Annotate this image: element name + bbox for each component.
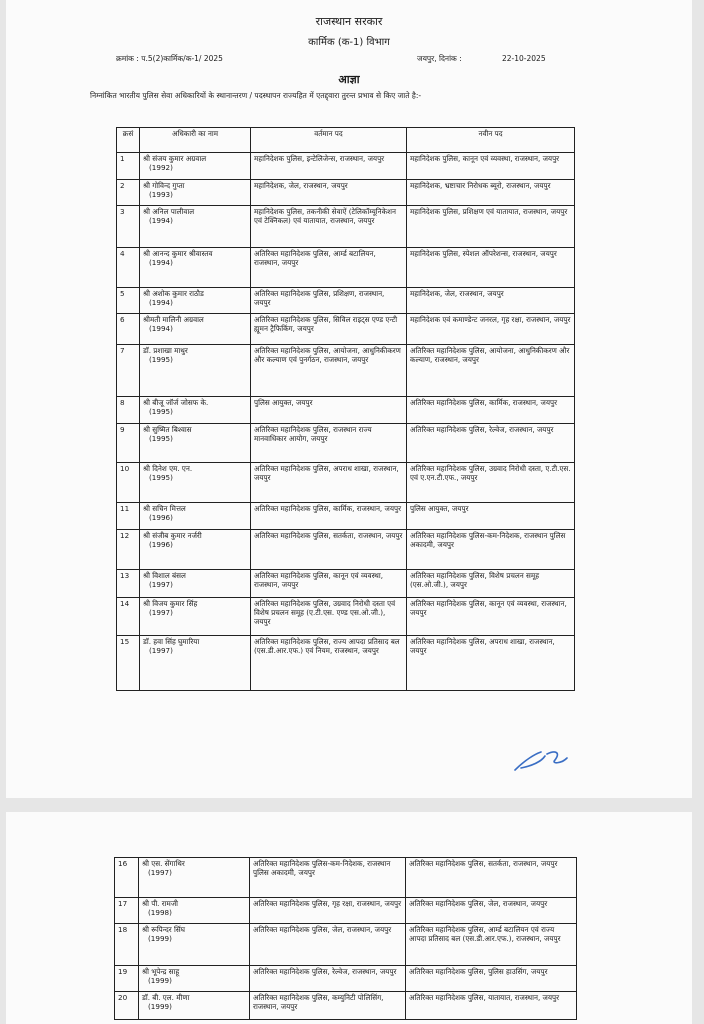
officer-cell <box>140 424 251 463</box>
table-row <box>117 288 575 314</box>
officer-cell <box>139 992 250 1020</box>
table-row <box>115 924 577 966</box>
department-heading: कार्मिक (क-1) विभाग <box>308 37 390 48</box>
new-post: अतिरिक्त महानिदेशक पुलिस, यातायात, राजस्थान, जयपुर <box>406 992 577 1020</box>
batch-year: (1998) <box>148 908 172 917</box>
batch-year: (1994) <box>149 298 173 307</box>
serial-number: 13 <box>117 570 140 598</box>
batch-year: (1994) <box>149 324 173 333</box>
order-title: आज्ञा <box>338 73 360 86</box>
new-post: महानिदेशक पुलिस, प्रशिक्षण एवं यातायात, राजस्थान, जयपुर <box>407 206 575 248</box>
current-post: अतिरिक्त महानिदेशक पुलिस, गृह रक्षा, राजस्थान, जयपुर <box>250 898 406 924</box>
officer-name: श्रीमती मालिनी अग्रवाल <box>143 315 204 324</box>
serial-number: 20 <box>115 992 139 1020</box>
table-row <box>115 858 577 898</box>
current-post: अतिरिक्त महानिदेशक पुलिस, अपराध शाखा, राजस्थान, जयपुर <box>251 463 407 503</box>
transfer-table-page2 <box>114 857 577 1020</box>
header-name: अधिकारी का नाम <box>140 128 251 153</box>
serial-number: 8 <box>117 397 140 424</box>
table-row <box>117 314 575 345</box>
new-post: महानिदेशक, भ्रष्टाचार निरोधक ब्यूरो, राजस्थान, जयपुर <box>407 180 575 206</box>
officer-name: श्री दिनेश एम. एन. <box>143 464 193 473</box>
new-post: अतिरिक्त महानिदेशक पुलिस, रेल्वेज, राजस्थान, जयपुर <box>407 424 575 463</box>
officer-cell <box>139 898 250 924</box>
officer-name: श्री बीजू जॉर्ज जोसफ के. <box>143 398 209 407</box>
serial-number: 14 <box>117 598 140 636</box>
officer-cell <box>140 397 251 424</box>
table-row <box>117 153 575 180</box>
officer-cell <box>140 570 251 598</box>
new-post: अतिरिक्त महानिदेशक पुलिस, पुलिस हाउसिंग, जयपुर <box>406 966 577 992</box>
current-post: अतिरिक्त महानिदेशक पुलिस, कार्मिक, राजस्थान, जयपुर <box>251 503 407 530</box>
serial-number: 7 <box>117 345 140 397</box>
batch-year: (1995) <box>149 473 173 482</box>
serial-number: 4 <box>117 248 140 288</box>
batch-year: (1994) <box>149 216 173 225</box>
new-post: अतिरिक्त महानिदेशक पुलिस, आर्म्ड बटालियन एवं राज्य आपदा प्रतिसाद बल (एस.डी.आर.एफ.), राजस्थान, जयपुर <box>406 924 577 966</box>
new-post: अतिरिक्त महानिदेशक पुलिस, सतर्कता, राजस्थान, जयपुर <box>406 858 577 898</box>
table-row <box>117 463 575 503</box>
officer-name: श्री भूपेन्द्र साहू <box>142 967 180 976</box>
current-post: अतिरिक्त महानिदेशक पुलिस, कानून एवं व्यवस्था, राजस्थान, जयपुर <box>251 570 407 598</box>
header-new: नवीन पद <box>407 128 575 153</box>
new-post: महानिदेशक एवं कमाण्डेन्ट जनरल, गृह रक्षा, राजस्थान, जयपुर <box>407 314 575 345</box>
new-post: महानिदेशक पुलिस, स्पेशल ऑपरेशन्स, राजस्थान, जयपुर <box>407 248 575 288</box>
table-row <box>117 345 575 397</box>
table-row <box>117 570 575 598</box>
batch-year: (1997) <box>149 608 173 617</box>
officer-cell <box>139 858 250 898</box>
current-post: अतिरिक्त महानिदेशक पुलिस, राजस्थान राज्य मानवाधिकार आयोग, जयपुर <box>251 424 407 463</box>
officer-name: श्री पी. रामजी <box>142 899 179 908</box>
officer-name: श्री विजय कुमार सिंह <box>143 599 198 608</box>
new-post: अतिरिक्त महानिदेशक पुलिस, जेल, राजस्थान, जयपुर <box>406 898 577 924</box>
officer-cell <box>140 180 251 206</box>
batch-year: (1999) <box>148 1002 172 1011</box>
table-row <box>117 424 575 463</box>
officer-cell <box>140 248 251 288</box>
header-current: वर्तमान पद <box>251 128 407 153</box>
officer-name: डॉ. हवा सिंह घुमारिया <box>143 637 200 646</box>
current-post: अतिरिक्त महानिदेशक पुलिस-कम-निदेशक, राजस्थान पुलिस अकादमी, जयपुर <box>250 858 406 898</box>
current-post: अतिरिक्त महानिदेशक पुलिस, जेल, राजस्थान, जयपुर <box>250 924 406 966</box>
table-row <box>117 180 575 206</box>
order-date: 22-10-2025 <box>502 54 546 63</box>
order-intro: निम्नांकित भारतीय पुलिस सेवा अधिकारियों के स्थानान्तरण / पदस्थापन राज्यहित में एतद्द्वारा तुरन्त प्रभाव से किए जाते है:- <box>90 91 422 100</box>
officer-name: श्री संजय कुमार अग्रवाल <box>143 154 207 163</box>
batch-year: (1999) <box>148 976 172 985</box>
place-date-label: जयपुर, दिनांक : <box>417 54 462 63</box>
new-post: अतिरिक्त महानिदेशक पुलिस, आयोजना, आधुनिकीकरण और कल्याण, राजस्थान, जयपुर <box>407 345 575 397</box>
serial-number: 3 <box>117 206 140 248</box>
batch-year: (1994) <box>149 258 173 267</box>
current-post: महानिदेशक पुलिस, इन्टेलिजेन्स, राजस्थान, जयपुर <box>251 153 407 180</box>
new-post: अतिरिक्त महानिदेशक पुलिस, उग्रवाद निरोधी दस्ता, ए.टी.एस. एवं ए.एन.टी.एफ., जयपुर <box>407 463 575 503</box>
page-2 <box>6 812 692 1024</box>
officer-name: श्री संजीब कुमार नर्जरी <box>143 531 202 540</box>
batch-year: (1995) <box>149 355 173 364</box>
officer-name: डॉ. बी. एल. मीणा <box>142 993 190 1002</box>
officer-cell <box>140 314 251 345</box>
header-sno: क्रसं <box>117 128 140 153</box>
officer-cell <box>140 153 251 180</box>
batch-year: (1997) <box>149 646 173 655</box>
new-post: अतिरिक्त महानिदेशक पुलिस, अपराध शाखा, राजस्थान, जयपुर <box>407 636 575 691</box>
new-post: अतिरिक्त महानिदेशक पुलिस, विशेष प्रचलन समूह (एस.ओ.जी.), जयपुर <box>407 570 575 598</box>
officer-cell <box>139 924 250 966</box>
table-row <box>115 992 577 1020</box>
officer-cell <box>140 206 251 248</box>
officer-name: श्री एस. सेंगाथिर <box>142 859 185 868</box>
batch-year: (1992) <box>149 163 173 172</box>
serial-number: 1 <box>117 153 140 180</box>
officer-cell <box>140 288 251 314</box>
table-row <box>117 503 575 530</box>
current-post: महानिदेशक पुलिस, तकनीकी सेवाऐं (टेलिकॉम्यूनिकेशन एवं टेक्निकल) एवं यातायात, राजस्थान, जयपुर <box>251 206 407 248</box>
officer-cell <box>140 530 251 570</box>
signature-mark <box>511 742 573 776</box>
current-post: अतिरिक्त महानिदेशक पुलिस, आर्म्ड बटालियन, राजस्थान, जयपुर <box>251 248 407 288</box>
serial-number: 6 <box>117 314 140 345</box>
officer-name: श्री रूपिन्दर सिंघ <box>142 925 185 934</box>
officer-cell <box>140 345 251 397</box>
officer-cell <box>140 598 251 636</box>
current-post: महानिदेशक, जेल, राजस्थान, जयपुर <box>251 180 407 206</box>
current-post: अतिरिक्त महानिदेशक पुलिस, रेल्वेज, राजस्थान, जयपुर <box>250 966 406 992</box>
serial-number: 5 <box>117 288 140 314</box>
new-post: अतिरिक्त महानिदेशक पुलिस, कानून एवं व्यवस्था, राजस्थान, जयपुर <box>407 598 575 636</box>
officer-name: श्री आनन्द कुमार श्रीवास्तव <box>143 249 213 258</box>
officer-name: श्री सुष्मित बिश्वास <box>143 425 192 434</box>
table-row <box>117 598 575 636</box>
table-row <box>117 248 575 288</box>
current-post: अतिरिक्त महानिदेशक पुलिस, उग्रवाद निरोधी दस्ता एवं विशेष प्रचलन समूह (ए.टी.एस. एण्ड एस.ओ.जी.), जयपुर <box>251 598 407 636</box>
serial-number: 11 <box>117 503 140 530</box>
serial-number: 16 <box>115 858 139 898</box>
new-post: पुलिस आयुक्त, जयपुर <box>407 503 575 530</box>
batch-year: (1995) <box>149 434 173 443</box>
current-post: अतिरिक्त महानिदेशक पुलिस, प्रशिक्षण, राजस्थान, जयपुर <box>251 288 407 314</box>
officer-cell <box>140 503 251 530</box>
table-row <box>117 636 575 691</box>
serial-number: 17 <box>115 898 139 924</box>
officer-name: श्री अशोक कुमार राठौड <box>143 289 204 298</box>
batch-year: (1996) <box>149 513 173 522</box>
serial-number: 15 <box>117 636 140 691</box>
serial-number: 9 <box>117 424 140 463</box>
current-post: अतिरिक्त महानिदेशक पुलिस, सिविल राइट्स एण्ड एन्टी ह्यूमन ट्रैफिकिंग, जयपुर <box>251 314 407 345</box>
order-number: क्रमांक : प.5(2)कार्मिक/क-1/ 2025 <box>116 54 223 63</box>
officer-name: श्री गोविन्द गुप्ता <box>143 181 185 190</box>
batch-year: (1997) <box>148 868 172 877</box>
page-1 <box>6 0 692 798</box>
officer-name: डॉ. प्रशाखा माथुर <box>143 346 188 355</box>
table-row <box>115 966 577 992</box>
current-post: अतिरिक्त महानिदेशक पुलिस, कम्युनिटी पोलिसिंग, राजस्थान, जयपुर <box>250 992 406 1020</box>
new-post: महानिदेशक पुलिस, कानून एवं व्यवस्था, राजस्थान, जयपुर <box>407 153 575 180</box>
officer-name: श्री अनिल पालीवाल <box>143 207 195 216</box>
current-post: पुलिस आयुक्त, जयपुर <box>251 397 407 424</box>
batch-year: (1999) <box>148 934 172 943</box>
officer-cell <box>139 966 250 992</box>
serial-number: 10 <box>117 463 140 503</box>
new-post: अतिरिक्त महानिदेशक पुलिस, कार्मिक, राजस्थान, जयपुर <box>407 397 575 424</box>
batch-year: (1993) <box>149 190 173 199</box>
serial-number: 2 <box>117 180 140 206</box>
table-row <box>117 530 575 570</box>
serial-number: 18 <box>115 924 139 966</box>
batch-year: (1995) <box>149 407 173 416</box>
batch-year: (1997) <box>149 580 173 589</box>
transfer-table-page1 <box>116 127 575 691</box>
serial-number: 12 <box>117 530 140 570</box>
table-row <box>115 898 577 924</box>
current-post: अतिरिक्त महानिदेशक पुलिस, आयोजना, आधुनिकीकरण और कल्याण एवं पुनर्गठन, राजस्थान, जयपुर <box>251 345 407 397</box>
officer-cell <box>140 463 251 503</box>
new-post: अतिरिक्त महानिदेशक पुलिस-कम-निदेशक, राजस्थान पुलिस अकादमी, जयपुर <box>407 530 575 570</box>
table-header-row <box>117 128 575 153</box>
new-post: महानिदेशक, जेल, राजस्थान, जयपुर <box>407 288 575 314</box>
current-post: अतिरिक्त महानिदेशक पुलिस, सतर्कता, राजस्थान, जयपुर <box>251 530 407 570</box>
officer-name: श्री विशाल बंसल <box>143 571 186 580</box>
officer-name: श्री सचिन मित्तल <box>143 504 186 513</box>
officer-cell <box>140 636 251 691</box>
table-row <box>117 206 575 248</box>
table-row <box>117 397 575 424</box>
current-post: अतिरिक्त महानिदेशक पुलिस, राज्य आपदा प्रतिसाद बल (एस.डी.आर.एफ.) एवं नियम, राजस्थान, जयपुर <box>251 636 407 691</box>
government-heading: राजस्थान सरकार <box>315 15 383 28</box>
serial-number: 19 <box>115 966 139 992</box>
batch-year: (1996) <box>149 540 173 549</box>
